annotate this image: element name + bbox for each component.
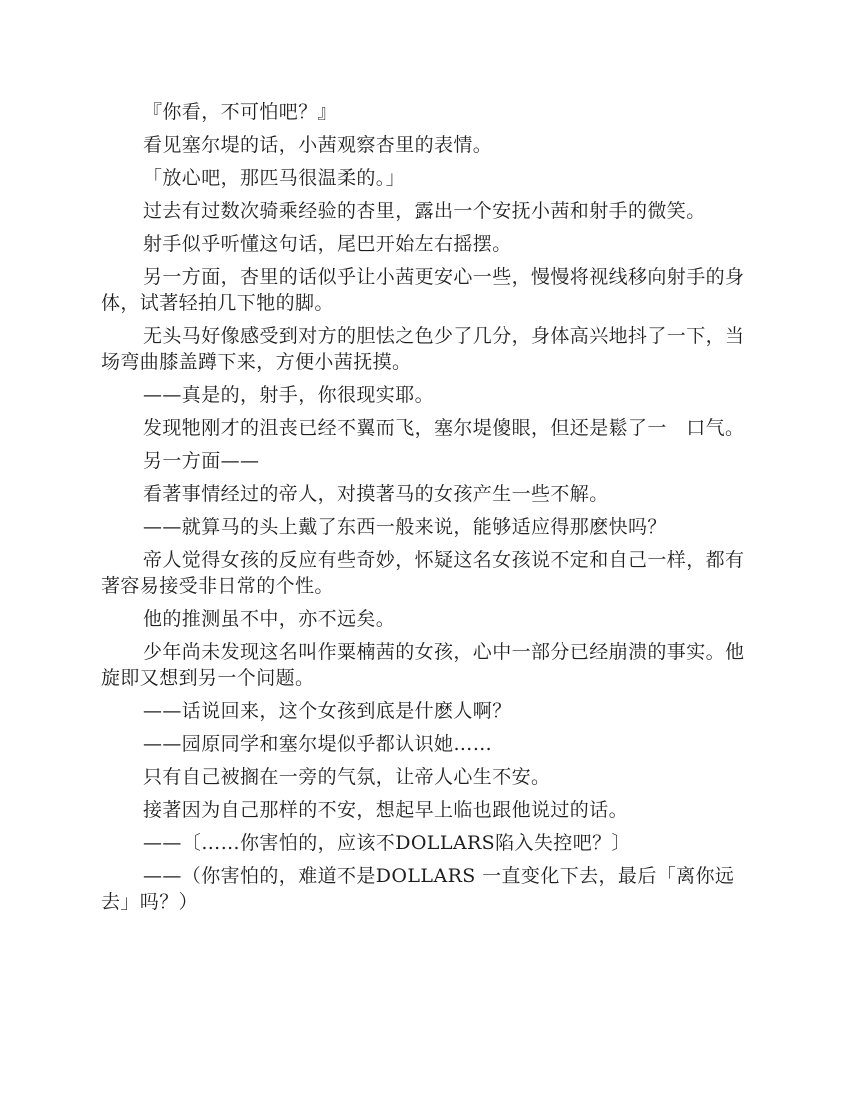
paragraph: ——就算马的头上戴了东西一般来说，能够适应得那麽快吗？ <box>143 516 667 538</box>
paragraph: ——话说回来，这个女孩到底是什麽人啊？ <box>143 700 512 722</box>
paragraph: 发现牠刚才的沮丧已经不翼而飞，塞尔堤傻眼，但还是鬆了一 口气。 <box>143 417 745 439</box>
paragraph: 少年尚未发现这名叫作粟楠茜的女孩，心中一部分已经崩溃的事实。他旋即又想到另一个问题。 <box>101 641 745 689</box>
paragraph: 「放心吧，那匹马很温柔的。」 <box>143 167 406 189</box>
paragraph: 只有自己被搁在一旁的气氛，让帝人心生不安。 <box>143 766 551 788</box>
paragraph: ——〔……你害怕的，应该不DOLLARS陷入失控吧？〕 <box>143 832 631 854</box>
paragraph: 另一方面，杏里的话似乎让小茜更安心一些，慢慢将视线移向射手的身体，试著轻拍几下牠的脚。 <box>101 266 745 314</box>
paragraph: 接著因为自己那样的不安，想起早上临也跟他说过的话。 <box>143 799 629 821</box>
paragraph: 看著事情经过的帝人，对摸著马的女孩产生一些不解。 <box>143 483 609 505</box>
paragraph: 过去有过数次骑乘经验的杏里，露出一个安抚小茜和射手的微笑。 <box>143 200 706 222</box>
paragraph: 看见塞尔堤的话，小茜观察杏里的表情。 <box>143 134 493 156</box>
paragraph: 『你看，不可怕吧？』 <box>143 101 338 123</box>
paragraph: 另一方面—— <box>143 450 260 472</box>
paragraph: 射手似乎听懂这句话，尾巴开始左右摇摆。 <box>143 233 512 255</box>
paragraph: ——园原同学和塞尔堤似乎都认识她…… <box>143 733 493 755</box>
paragraph: ——（你害怕的，难道不是DOLLARS 一直变化下去，最后「离你远去」吗？） <box>101 865 735 913</box>
paragraph: 帝人觉得女孩的反应有些奇妙，怀疑这名女孩说不定和自己一样，都有著容易接受非日常的个性。 <box>101 549 745 597</box>
paragraph: ——真是的，射手，你很现实耶。 <box>143 384 435 406</box>
document-body <box>101 99 751 922</box>
paragraph: 无头马好像感受到对方的胆怯之色少了几分，身体高兴地抖了一下，当场弯曲膝盖蹲下来，方便小茜抚摸。 <box>101 325 745 373</box>
paragraph: 他的推测虽不中，亦不远矣。 <box>143 608 396 630</box>
